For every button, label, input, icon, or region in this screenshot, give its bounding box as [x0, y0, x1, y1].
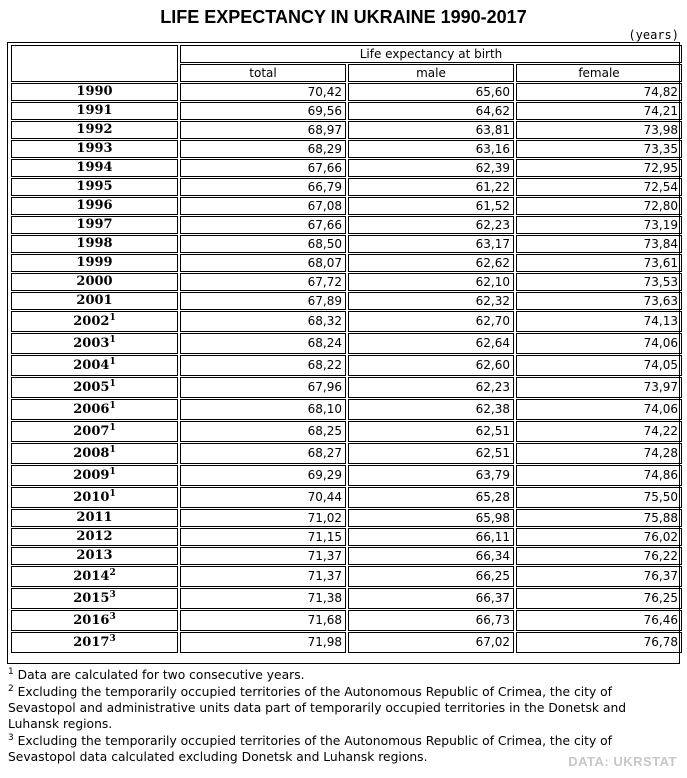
total-value: 71,37 — [180, 547, 346, 565]
year-cell — [11, 355, 178, 376]
female-value: 76,02 — [516, 528, 682, 546]
table-row — [11, 102, 682, 120]
year-cell — [11, 216, 178, 234]
year-cell — [11, 178, 178, 196]
footnote-ref: 2 — [109, 568, 116, 578]
table-row — [11, 311, 682, 332]
male-value: 66,11 — [348, 528, 514, 546]
female-value: 74,82 — [516, 83, 682, 101]
year-cell — [11, 292, 178, 310]
year-cell — [11, 273, 178, 291]
year-cell — [11, 333, 178, 354]
male-value: 66,73 — [348, 610, 514, 631]
corner-cell — [11, 45, 178, 82]
male-value: 65,28 — [348, 487, 514, 508]
male-value: 66,25 — [348, 566, 514, 587]
year-label: 1990 — [76, 84, 113, 99]
year-cell — [11, 610, 178, 631]
female-value: 76,46 — [516, 610, 682, 631]
year-label: 2017 — [73, 635, 110, 650]
year-cell — [11, 140, 178, 158]
footnote-ref: 3 — [109, 590, 116, 600]
male-value: 66,37 — [348, 588, 514, 609]
year-label: 2002 — [73, 314, 110, 329]
total-value: 66,79 — [180, 178, 346, 196]
table-row — [11, 292, 682, 310]
table-row — [11, 140, 682, 158]
male-value: 63,16 — [348, 140, 514, 158]
total-value: 70,42 — [180, 83, 346, 101]
female-value: 72,80 — [516, 197, 682, 215]
year-label: 1991 — [76, 103, 113, 118]
male-value: 61,22 — [348, 178, 514, 196]
total-value: 68,22 — [180, 355, 346, 376]
year-label: 1999 — [76, 255, 113, 270]
units-label: (years) — [628, 28, 679, 42]
year-label: 2013 — [76, 548, 113, 563]
table-row — [11, 254, 682, 272]
year-cell — [11, 509, 178, 527]
table-row — [11, 465, 682, 486]
year-label: 2010 — [73, 490, 110, 505]
female-value: 74,22 — [516, 421, 682, 442]
year-label: 2004 — [73, 358, 110, 373]
year-cell — [11, 547, 178, 565]
year-cell — [11, 632, 178, 653]
year-label: 2005 — [73, 380, 110, 395]
year-label: 1995 — [76, 179, 113, 194]
female-value: 73,84 — [516, 235, 682, 253]
year-label: 2009 — [73, 468, 110, 483]
female-value: 74,21 — [516, 102, 682, 120]
male-value: 62,51 — [348, 443, 514, 464]
total-value: 71,68 — [180, 610, 346, 631]
table-row — [11, 377, 682, 398]
female-value: 76,37 — [516, 566, 682, 587]
table-row — [11, 121, 682, 139]
table-row — [11, 197, 682, 215]
column-header-female: female — [516, 64, 682, 82]
table-row — [11, 216, 682, 234]
year-label: 1998 — [76, 236, 113, 251]
year-label: 1996 — [76, 198, 113, 213]
column-header-male: male — [348, 64, 514, 82]
table-row — [11, 333, 682, 354]
female-value: 74,06 — [516, 399, 682, 420]
male-value: 63,79 — [348, 465, 514, 486]
total-value: 68,07 — [180, 254, 346, 272]
year-cell — [11, 487, 178, 508]
male-value: 62,51 — [348, 421, 514, 442]
year-label: 2011 — [76, 510, 113, 525]
year-label: 2014 — [73, 569, 110, 584]
year-cell — [11, 465, 178, 486]
total-value: 68,24 — [180, 333, 346, 354]
year-cell — [11, 566, 178, 587]
female-value: 76,25 — [516, 588, 682, 609]
table-row — [11, 566, 682, 587]
year-cell — [11, 235, 178, 253]
year-label: 1997 — [76, 217, 113, 232]
life-expectancy-table — [9, 44, 684, 654]
male-value: 66,34 — [348, 547, 514, 565]
total-value: 67,89 — [180, 292, 346, 310]
table-row — [11, 588, 682, 609]
total-value: 69,56 — [180, 102, 346, 120]
year-cell — [11, 528, 178, 546]
year-cell — [11, 197, 178, 215]
year-label: 2008 — [73, 446, 110, 461]
male-value: 62,70 — [348, 311, 514, 332]
male-value: 62,23 — [348, 377, 514, 398]
male-value: 62,62 — [348, 254, 514, 272]
table-row — [11, 273, 682, 291]
male-value: 65,60 — [348, 83, 514, 101]
total-value: 68,32 — [180, 311, 346, 332]
footnotes — [8, 667, 680, 766]
year-label: 2016 — [73, 613, 110, 628]
year-label: 2012 — [76, 529, 113, 544]
footnote-mark: 3 — [8, 733, 14, 743]
year-label: 2007 — [73, 424, 110, 439]
table-row — [11, 355, 682, 376]
table-row — [11, 421, 682, 442]
male-value: 62,38 — [348, 399, 514, 420]
total-value: 67,66 — [180, 216, 346, 234]
footnote-ref: 1 — [109, 379, 116, 389]
total-value: 71,37 — [180, 566, 346, 587]
source-watermark: DATA: UKRSTAT — [568, 754, 677, 769]
male-value: 62,60 — [348, 355, 514, 376]
male-value: 61,52 — [348, 197, 514, 215]
year-label: 1993 — [76, 141, 113, 156]
table-row — [11, 178, 682, 196]
female-value: 75,88 — [516, 509, 682, 527]
total-value: 68,50 — [180, 235, 346, 253]
year-label: 1992 — [76, 122, 113, 137]
footnote-text: Excluding the temporarily occupied territories of the Autonomous Republic of Crimea, the city of Sevastopol and administrative units data part of temporarily occupied territories in the Donetsk and Luhansk regions. — [8, 685, 627, 731]
female-value: 74,86 — [516, 465, 682, 486]
female-value: 74,06 — [516, 333, 682, 354]
footnote-ref: 3 — [109, 612, 116, 622]
footnote-ref: 1 — [109, 357, 116, 367]
female-value: 73,53 — [516, 273, 682, 291]
total-value: 67,72 — [180, 273, 346, 291]
male-value: 62,10 — [348, 273, 514, 291]
year-label: 1994 — [76, 160, 113, 175]
total-value: 68,25 — [180, 421, 346, 442]
column-header-total: total — [180, 64, 346, 82]
total-value: 68,29 — [180, 140, 346, 158]
footnote-ref: 1 — [109, 467, 116, 477]
total-value: 67,66 — [180, 159, 346, 177]
total-value: 71,38 — [180, 588, 346, 609]
footnote-ref: 1 — [109, 445, 116, 455]
female-value: 74,05 — [516, 355, 682, 376]
year-cell — [11, 421, 178, 442]
table-row — [11, 547, 682, 565]
male-value: 67,02 — [348, 632, 514, 653]
year-cell — [11, 102, 178, 120]
footnote-mark: 1 — [8, 667, 14, 677]
female-value: 73,97 — [516, 377, 682, 398]
female-value: 72,54 — [516, 178, 682, 196]
footnote-ref: 1 — [109, 313, 116, 323]
male-value: 63,81 — [348, 121, 514, 139]
female-value: 73,98 — [516, 121, 682, 139]
female-value: 72,95 — [516, 159, 682, 177]
footnote-ref: 1 — [109, 423, 116, 433]
female-value: 76,22 — [516, 547, 682, 565]
female-value: 73,63 — [516, 292, 682, 310]
male-value: 62,39 — [348, 159, 514, 177]
year-label: 2001 — [76, 293, 113, 308]
table-row — [11, 399, 682, 420]
group-header: Life expectancy at birth — [180, 45, 682, 63]
year-cell — [11, 399, 178, 420]
total-value: 70,44 — [180, 487, 346, 508]
table-row — [11, 528, 682, 546]
table-row — [11, 509, 682, 527]
total-value: 71,02 — [180, 509, 346, 527]
male-value: 62,32 — [348, 292, 514, 310]
female-value: 73,19 — [516, 216, 682, 234]
table-row — [11, 632, 682, 653]
footnote-text: Excluding the temporarily occupied territories of the Autonomous Republic of Crimea, the city of Sevastopol data calculated excluding Donetsk and Luhansk regions. — [8, 734, 613, 764]
total-value: 67,96 — [180, 377, 346, 398]
footnote-ref: 1 — [109, 335, 116, 345]
table-row — [11, 487, 682, 508]
year-cell — [11, 159, 178, 177]
footnote-ref: 1 — [109, 489, 116, 499]
total-value: 68,27 — [180, 443, 346, 464]
total-value: 71,98 — [180, 632, 346, 653]
female-value: 75,50 — [516, 487, 682, 508]
year-label: 2006 — [73, 402, 110, 417]
year-label: 2003 — [73, 336, 110, 351]
female-value: 73,35 — [516, 140, 682, 158]
male-value: 62,23 — [348, 216, 514, 234]
year-label: 2000 — [76, 274, 113, 289]
total-value: 71,15 — [180, 528, 346, 546]
page-title: LIFE EXPECTANCY IN UKRAINE 1990-2017 — [160, 7, 527, 27]
year-cell — [11, 311, 178, 332]
total-value: 68,97 — [180, 121, 346, 139]
year-cell — [11, 377, 178, 398]
total-value: 69,29 — [180, 465, 346, 486]
female-value: 74,13 — [516, 311, 682, 332]
table-row — [11, 610, 682, 631]
total-value: 67,08 — [180, 197, 346, 215]
female-value: 74,28 — [516, 443, 682, 464]
footnote-ref: 1 — [109, 401, 116, 411]
footnote-text: Data are calculated for two consecutive years. — [17, 668, 305, 682]
year-cell — [11, 443, 178, 464]
footnote — [8, 667, 680, 683]
table-row — [11, 235, 682, 253]
female-value: 76,78 — [516, 632, 682, 653]
year-cell — [11, 254, 178, 272]
table-row — [11, 159, 682, 177]
female-value: 73,61 — [516, 254, 682, 272]
year-cell — [11, 588, 178, 609]
table-row — [11, 443, 682, 464]
male-value: 63,17 — [348, 235, 514, 253]
table-row — [11, 83, 682, 101]
male-value: 65,98 — [348, 509, 514, 527]
year-cell — [11, 121, 178, 139]
footnote-ref: 3 — [109, 634, 116, 644]
footnote — [8, 684, 680, 732]
year-cell — [11, 83, 178, 101]
male-value: 64,62 — [348, 102, 514, 120]
year-label: 2015 — [73, 591, 110, 606]
total-value: 68,10 — [180, 399, 346, 420]
footnote-mark: 2 — [8, 684, 14, 694]
male-value: 62,64 — [348, 333, 514, 354]
